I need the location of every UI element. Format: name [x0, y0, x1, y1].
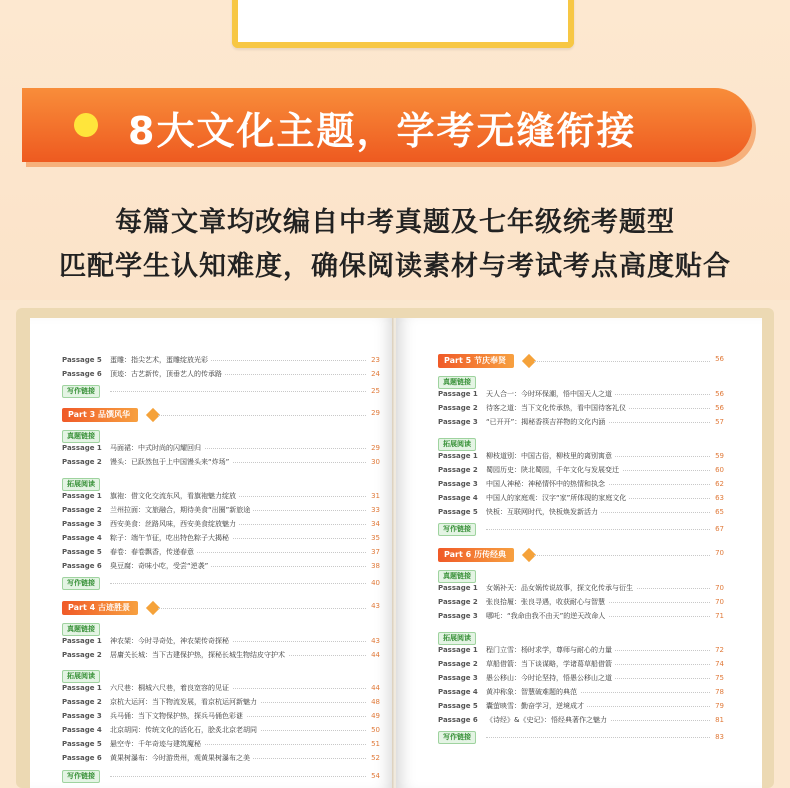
subtitle-line-1: 每篇文章均改编自中考真题及七年级统考题型 [115, 207, 675, 238]
toc-row: Passage 5 快板：互联网时代，快板焕发新活力 65 [438, 508, 724, 516]
banner-bullet-dot [74, 113, 98, 137]
toc-row: Passage 6 黄果树瀑布：今时游贵州，观黄果树瀑布之美 52 [62, 754, 380, 762]
section-tag: 真题链接 [438, 570, 476, 583]
toc-row: Passage 6 《诗经》&《史记》：悟经典著作之魅力 81 [438, 716, 724, 724]
toc-row: Passage 2 京杭大运河：当下物流发展，看京杭运河新魅力 48 [62, 698, 380, 706]
writing-link-row: 写作链接 54 [62, 770, 380, 782]
toc-row: Passage 2 兰州拉面：文旅融合，期待美食“出圈”新旅途 33 [62, 506, 380, 514]
toc-row: Passage 4 北京胡同：传统文化的活化石，脍炙北京老胡同 50 [62, 726, 380, 734]
toc-row: Passage 1 马面裙：中式时尚的闪耀回归 29 [62, 444, 380, 452]
toc-row: Passage 2 草船借箭：当下谈谋略，学诸葛草船借箭 74 [438, 660, 724, 668]
toc-row: Passage 5 囊萤映雪：勤奋学习，逆境成才 79 [438, 702, 724, 710]
theme-banner [22, 88, 752, 162]
toc-row: Passage 1 柳枝道别：中国古俗，柳枝里的离别寓意 59 [438, 452, 724, 460]
toc-row: Passage 3 兵马俑：当下文物保护热，探兵马俑色彩谜 49 [62, 712, 380, 720]
top-speech-card-tail [520, 20, 548, 42]
toc-row: Passage 2 张良拾履：张良寻遇，收获耐心与智慧 70 [438, 598, 724, 606]
section-tag: 拓展阅读 [438, 438, 476, 451]
toc-row: Passage 4 黄冲称象：智慧破难题的典范 78 [438, 688, 724, 696]
section-tag: 真题链接 [62, 430, 100, 443]
part-5-heading: Part 5 节庆奉贤 56 [438, 354, 724, 368]
toc-row: Passage 3 中国人神秘：神秘情怀中的热情和执念 62 [438, 480, 724, 488]
banner-title: 8大文化主题，学考无缝衔接 [128, 109, 637, 153]
subtitle-line-2: 匹配学生认知难度，确保阅读素材与考试考点高度贴合 [59, 251, 731, 282]
toc-row: Passage 1 天人合一：今时环保潮，悟中国天人之道 56 [438, 390, 724, 398]
toc-row: Passage 2 馒头：已跃然包于上中国馒头来“炸场” 30 [62, 458, 380, 466]
toc-row: Passage 1 旗袍：借文化交流东风，看旗袍魅力绽放 31 [62, 492, 380, 500]
toc-row: Passage 6 顶迹：古艺新传，顶垂艺人的传承路 24 [62, 370, 380, 378]
toc-row: Passage 1 神农架：今时寻奇处，神农架传奇探秘 43 [62, 637, 380, 645]
book-left-page [30, 318, 394, 788]
toc-row: Passage 5 悬空寺：千年奇迹与建筑魔秘 51 [62, 740, 380, 748]
toc-row: Passage 3 “已开开”：揭秘香筷吉祥物的文化内涵 57 [438, 418, 724, 426]
toc-row: Passage 5 蛋雕：指尖艺术，蛋雕绽放光彩 23 [62, 356, 380, 364]
writing-link-row: 写作链接 25 [62, 385, 380, 397]
toc-row: Passage 1 程门立雪：杨时求学，尊师与耐心的力量 72 [438, 646, 724, 654]
writing-link-row: 写作链接 40 [62, 577, 380, 589]
toc-row: Passage 4 粽子：端午节征，吃出特色粽子大揭秘 35 [62, 534, 380, 542]
part-3-heading: Part 3 品馔风华 29 [62, 408, 380, 422]
toc-row: Passage 1 六尺巷：桐城六尺巷，着良宽容的见证 44 [62, 684, 380, 692]
toc-row: Passage 3 西安美食：丝路风味，西安美食绽放魅力 34 [62, 520, 380, 528]
section-tag: 真题链接 [438, 376, 476, 389]
writing-link-row: 写作链接 83 [438, 731, 724, 743]
toc-row: Passage 4 中国人的家庭观：汉字“家”所体现的家庭文化 63 [438, 494, 724, 502]
section-tag: 拓展阅读 [438, 632, 476, 645]
toc-row: Passage 3 愚公移山：今时论坚持，悟愚公移山之道 75 [438, 674, 724, 682]
toc-row: Passage 5 春卷：春卷飘香，传递春意 37 [62, 548, 380, 556]
toc-row: Passage 1 女娲补天：品女娲传说故事，探文化传承与衍生 70 [438, 584, 724, 592]
toc-row: Passage 2 居庸关长城：当下古建保护热，探秘长城生物结皮守护术 44 [62, 651, 380, 659]
section-tag: 真题链接 [62, 623, 100, 636]
toc-row: Passage 2 蜀园历史：陕北蜀园，千年文化与发展变迁 60 [438, 466, 724, 474]
part-6-heading: Part 6 历传经典 70 [438, 548, 724, 562]
writing-link-row: 写作链接 67 [438, 523, 724, 535]
toc-row: Passage 3 哪吒：“我命由我不由天”的逆天改命人 71 [438, 612, 724, 620]
toc-row: Passage 6 臭豆腐：奇味小吃，受尝“逆袭” 38 [62, 562, 380, 570]
part-4-heading: Part 4 古迹胜景 43 [62, 601, 380, 615]
section-tag: 拓展阅读 [62, 670, 100, 683]
section-tag: 拓展阅读 [62, 478, 100, 491]
book-right-page [396, 318, 762, 788]
toc-row: Passage 2 待客之道：当下文化传承热，看中国待客礼仪 56 [438, 404, 724, 412]
